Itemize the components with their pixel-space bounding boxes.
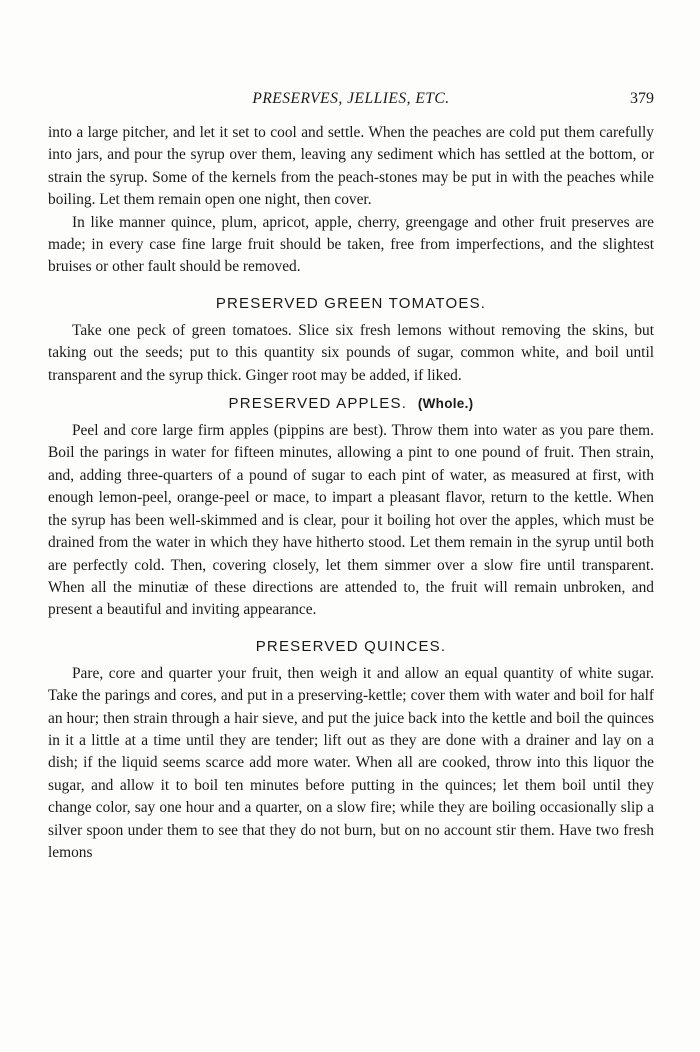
apples-heading-title: PRESERVED APPLES. xyxy=(228,395,408,413)
green-tomatoes-heading: PRESERVED GREEN TOMATOES. xyxy=(215,294,487,312)
apples-heading-subtitle: (Whole.) xyxy=(417,396,474,412)
running-head xyxy=(48,90,654,112)
continuation-paragraph: into a large pitcher, and let it set to cool and settle. When the peaches are cold put them carefully into jars, and pour the syrup over them, leaving any sediment which has settled at the bottom, or strain the syrup. Some of the kernels from the peach-stones may be put in with the peaches while boiling. Let them remain open one night, then cover. xyxy=(48,124,654,209)
quinces-heading: PRESERVED QUINCES. xyxy=(255,637,447,655)
running-title: PRESERVES, JELLIES, ETC. xyxy=(252,90,450,107)
page-number: 379 xyxy=(630,90,654,107)
quinces-paragraph: Pare, core and quarter your fruit, then weigh it and allow an equal quantity of white sugar. Take the parings and cores, and put in a preserving-kettle; cover them with water and boil for half an hour; then strain through a hair sieve, and put the juice back into the kettle and boil the quinces in it a little at a time until they are tender; lift out as they are done with a drainer and lay on a dish; if the liquid seems scarce add more water. When all are cooked, throw into this liquor the sugar, and allow it to boil ten minutes before putting in the quinces; let them boil until they change color, say one hour and a quarter, on a slow fire; while they are boiling occasionally slip a silver spoon under them to see that they do not burn, but on no account stir them. Have two fresh lemons xyxy=(48,664,654,861)
body-text xyxy=(48,122,654,864)
apples-heading xyxy=(48,395,654,412)
green-tomatoes-paragraph: Take one peck of green tomatoes. Slice six fresh lemons without removing the skins, but taking out the seeds; put to this quantity six pounds of sugar, common white, and boil until transparent and the syrup thick. Ginger root may be added, if liked. xyxy=(48,321,654,384)
apples-paragraph: Peel and core large firm apples (pippins are best). Throw them into water as you pare them. Boil the parings in water for fifteen minutes, allowing a pint to one pound of fruit. Then strain, and, adding three-quarters of a pound of sugar to each pint of water, as measured at first, with enough lemon-peel, orange-peel or mace, to impart a pleasant flavor, return to the kettle. When the syrup has been well-skimmed and is clear, pour it boiling hot over the apples, which must be drained from the water in which they have hitherto stood. Let them remain in the syrup until both are perfectly cold. Then, covering closely, let them simmer over a slow fire until transparent. When all the minutiæ of these directions are attended to, the fruit will remain unbroken, and present a beautiful and inviting appearance. xyxy=(48,422,654,619)
fruit-preserves-paragraph: In like manner quince, plum, apricot, apple, cherry, greengage and other fruit preserves are made; in every case fine large fruit should be taken, free from imperfections, and the slightest bruises or other fault should be removed. xyxy=(48,213,654,276)
